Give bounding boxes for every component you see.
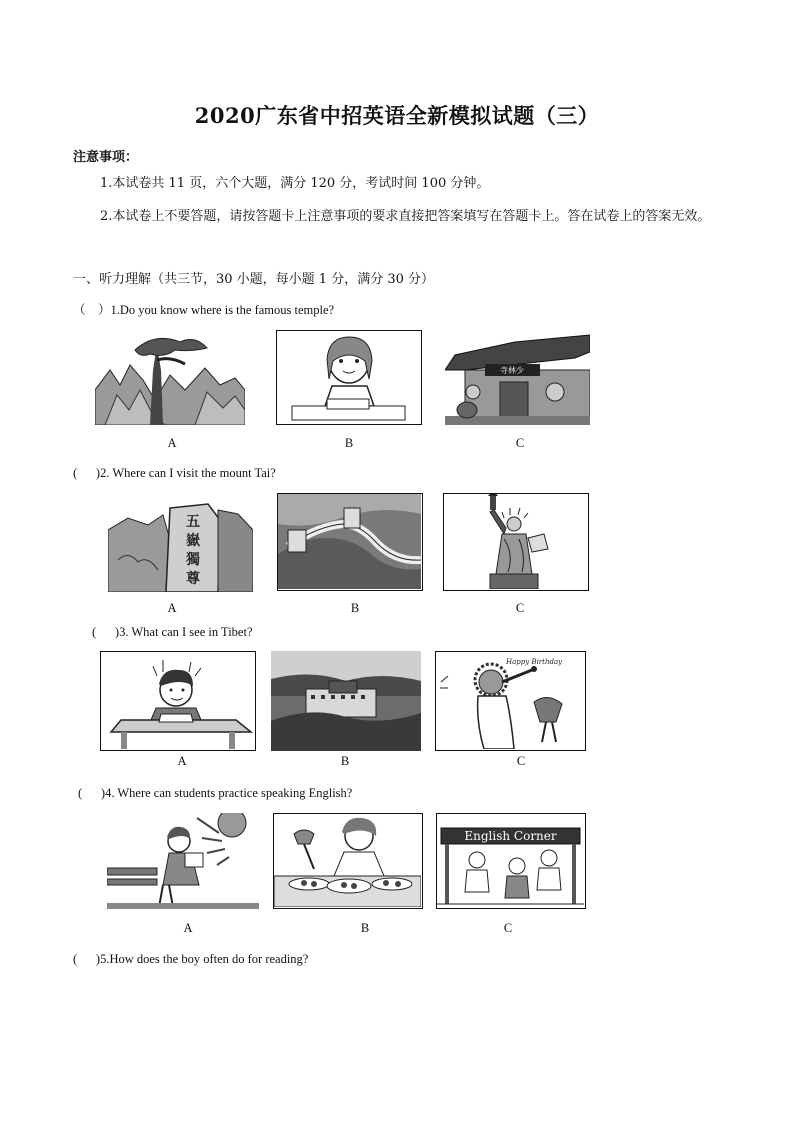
option-label-1a: A (167, 436, 177, 450)
mount-tai-carved-rock-image (108, 500, 253, 592)
carved-rock-char-3: 獨 (186, 552, 200, 568)
option-label-1c: C (515, 436, 525, 450)
option-label-3b: B (340, 754, 350, 768)
notice-item-1: 1.本试卷共 11 页，六个大题，满分 120 分，考试时间 100 分钟。 (100, 176, 490, 191)
question-3: ( )3. What can I see in Tibet? (92, 625, 253, 639)
notice-heading: 注意事项： (73, 150, 139, 165)
statue-of-liberty-image (443, 493, 589, 591)
option-label-2c: C (515, 601, 525, 615)
question-4: ( )4. Where can students practice speaking English? (78, 786, 353, 800)
option-label-1b: B (344, 436, 354, 450)
huangshan-pine-tree-image (95, 330, 245, 425)
option-label-4b: B (360, 921, 370, 935)
woman-singing-image (435, 651, 586, 751)
section-heading: 一、听力理解（共三节，30 小题，每小题 1 分，满分 30 分） (73, 272, 435, 287)
carved-rock-char-2: 嶽 (186, 533, 200, 549)
question-5: ( )5.How does the boy often do for reading? (73, 952, 309, 966)
shaolin-temple-gate-image (445, 330, 590, 425)
english-corner-sign-text: English Corner (464, 829, 557, 843)
girl-reading-on-bench-image (107, 813, 259, 909)
page-title: 2020广东省中招英语全新模拟试题（三） (194, 103, 600, 128)
potala-palace-image (271, 651, 421, 751)
option-label-2b: B (350, 601, 360, 615)
boy-studying-at-desk-image (100, 651, 256, 751)
temple-plaque-text: 寺林少 (500, 366, 524, 375)
question-2: ( )2. Where can I visit the mount Tai? (73, 466, 276, 480)
english-corner-image (436, 813, 586, 909)
option-label-3a: A (177, 754, 187, 768)
girl-writing-at-desk-image (276, 330, 422, 425)
option-label-4a: A (183, 921, 193, 935)
carved-rock-char-1: 五 (186, 514, 200, 530)
carved-rock-char-4: 尊 (186, 571, 200, 587)
woman-cooking-image (273, 813, 423, 909)
option-label-2a: A (167, 601, 177, 615)
question-1: （ ）1.Do you know where is the famous temple? (73, 303, 335, 317)
option-label-4c: C (503, 921, 513, 935)
notice-item-2: 2.本试卷上不要答题，请按答题卡上注意事项的要求直接把答案填写在答题卡上。答在试卷上的答案无效。 (100, 209, 711, 224)
birthday-banner-text: Happy Birthday (506, 658, 563, 666)
option-label-3c: C (516, 754, 526, 768)
great-wall-image (277, 493, 423, 591)
